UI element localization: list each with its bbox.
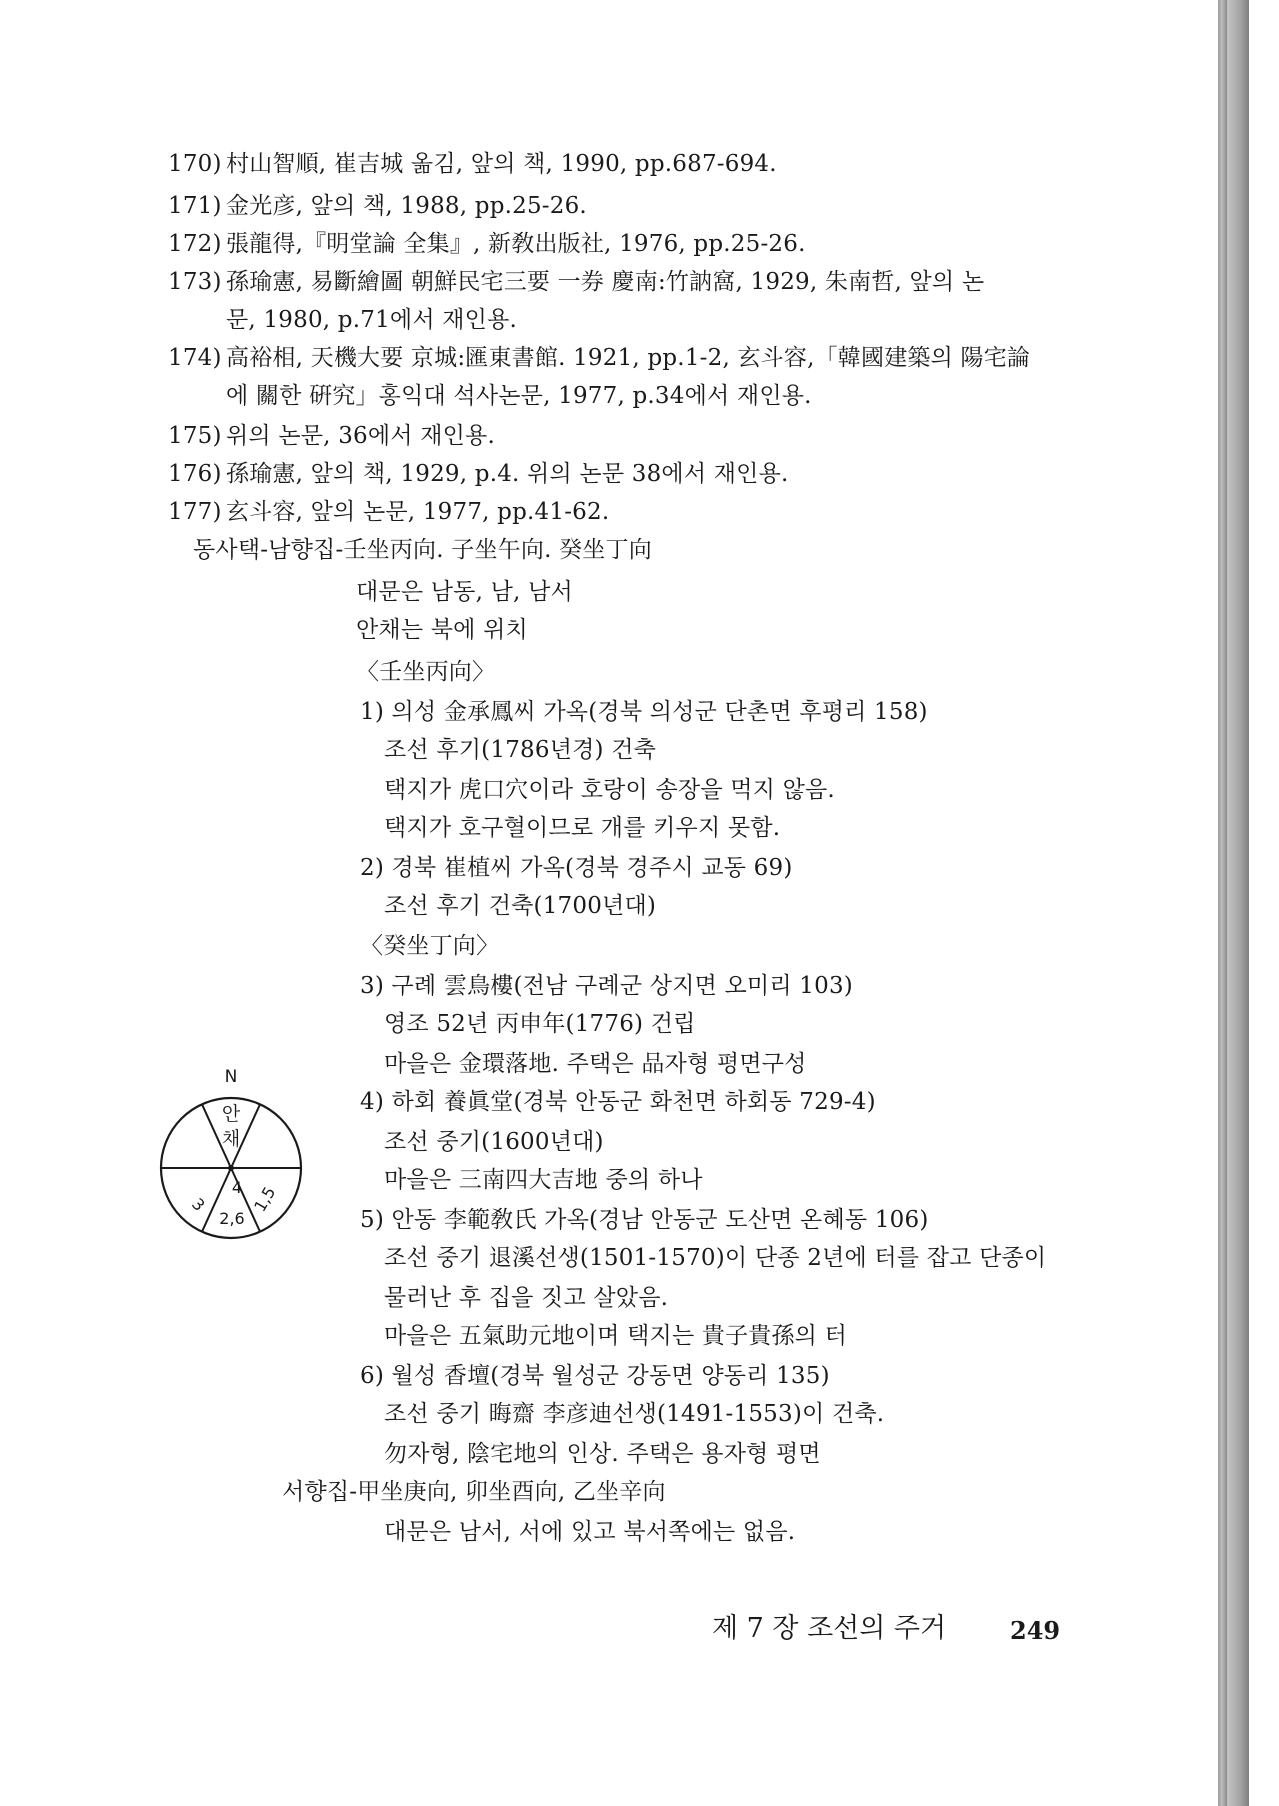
house-4-detail: 조선 중기(1600년대) — [384, 1129, 604, 1155]
footnote-176: 176) 孫瑜憲, 앞의 책, 1929, p.4. 위의 논문 38에서 재인용. — [168, 461, 789, 487]
sector-label-1-5: 1,5 — [250, 1183, 280, 1216]
compass-svg — [152, 1064, 312, 1254]
east-main-building-note: 안채는 북에 위치 — [356, 617, 528, 643]
house-1-title: 1) 의성 金承鳳씨 가옥(경북 의성군 단촌면 후평리 158) — [360, 699, 928, 725]
page-margin — [1249, 0, 1279, 1806]
house-5-detail: 마을은 五氣助元地이며 택지는 貴子貴孫의 터 — [384, 1323, 848, 1349]
house-1-detail: 조선 후기(1786년경) 건축 — [384, 737, 657, 763]
page-number: 249 — [1010, 1616, 1061, 1645]
house-2-title: 2) 경북 崔植씨 가옥(경북 경주시 교동 69) — [360, 855, 793, 881]
north-label: N — [224, 1067, 238, 1087]
page-edge-shadow — [1218, 0, 1227, 1806]
house-5-title: 5) 안동 李範敎氏 가옥(경남 안동군 도산면 온혜동 106) — [360, 1207, 929, 1233]
house-3-title: 3) 구례 雲鳥樓(전남 구례군 상지면 오미리 103) — [360, 973, 853, 999]
footnote-174: 174) 高裕相, 天機大要 京城:匯東書館. 1921, pp.1-2, 玄斗容,「韓國建築의 陽宅論 — [168, 345, 1031, 371]
house-1-detail: 택지가 虎口穴이라 호랑이 송장을 먹지 않음. — [384, 777, 835, 803]
compass-diagram — [152, 1064, 312, 1254]
sector-label-an: 안 — [221, 1103, 241, 1125]
house-5-detail: 조선 중기 退溪선생(1501-1570)이 단종 2년에 터를 잡고 단종이 — [384, 1245, 1047, 1271]
footnote-173-continued: 문, 1980, p.71에서 재인용. — [226, 307, 518, 333]
footnote-171: 171) 金光彦, 앞의 책, 1988, pp.25-26. — [168, 193, 587, 219]
center-dot — [228, 1165, 234, 1171]
east-house-heading: 동사택-남향집-壬坐丙向. 子坐午向. 癸坐丁向 — [193, 537, 652, 563]
chapter-title: 제 7 장 조선의 주거 — [712, 1613, 947, 1644]
house-1-detail: 택지가 호구혈이므로 개를 키우지 못함. — [384, 815, 781, 841]
group-heading-gyeja: 〈癸坐丁向〉 — [360, 933, 500, 959]
house-3-detail: 영조 52년 丙申年(1776) 건립 — [384, 1011, 696, 1037]
sector-label-chae: 채 — [221, 1128, 241, 1150]
east-gate-note: 대문은 남동, 남, 남서 — [356, 579, 573, 605]
house-6-detail: 조선 중기 晦齋 李彦迪선생(1491-1553)이 건축. — [384, 1401, 885, 1427]
west-house-heading: 서향집-甲坐庚向, 卯坐酉向, 乙坐辛向 — [282, 1479, 666, 1505]
footnote-170: 170) 村山智順, 崔吉城 옮김, 앞의 책, 1990, pp.687-694. — [168, 151, 777, 177]
sector-label-4: 4 — [231, 1178, 243, 1197]
footnote-175: 175) 위의 논문, 36에서 재인용. — [168, 423, 495, 449]
sector-label-2-6: 2,6 — [219, 1209, 245, 1228]
house-4-title: 4) 하회 養眞堂(경북 안동군 화천면 하회동 729-4) — [360, 1089, 876, 1115]
house-3-detail: 마을은 金環落地. 주택은 品자형 평면구성 — [384, 1051, 807, 1077]
west-gate-note: 대문은 남서, 서에 있고 북서쪽에는 없음. — [384, 1519, 796, 1545]
house-6-detail: 勿자형, 陰宅地의 인상. 주택은 용자형 평면 — [384, 1441, 821, 1467]
house-5-detail: 물러난 후 집을 짓고 살았음. — [384, 1285, 669, 1311]
page-stack-edge — [1227, 0, 1249, 1806]
footnote-177: 177) 玄斗容, 앞의 논문, 1977, pp.41-62. — [168, 499, 610, 525]
group-heading-imja: 〈壬坐丙向〉 — [356, 659, 496, 685]
footnote-174-continued: 에 關한 硏究」홍익대 석사논문, 1977, p.34에서 재인용. — [226, 383, 812, 409]
house-6-title: 6) 월성 香壇(경북 월성군 강동면 양동리 135) — [360, 1363, 830, 1389]
footnote-173: 173) 孫瑜憲, 易斷繪圖 朝鮮民宅三要 一券 慶南:竹訥窩, 1929, 朱南哲, 앞의 논 — [168, 269, 985, 295]
house-2-detail: 조선 후기 건축(1700년대) — [384, 893, 657, 919]
footnote-172: 172) 張龍得,『明堂論 全集』, 新敎出版社, 1976, pp.25-26. — [168, 231, 806, 257]
house-4-detail: 마을은 三南四大吉地 중의 하나 — [384, 1167, 703, 1193]
sector-label-3: 3 — [188, 1194, 209, 1215]
